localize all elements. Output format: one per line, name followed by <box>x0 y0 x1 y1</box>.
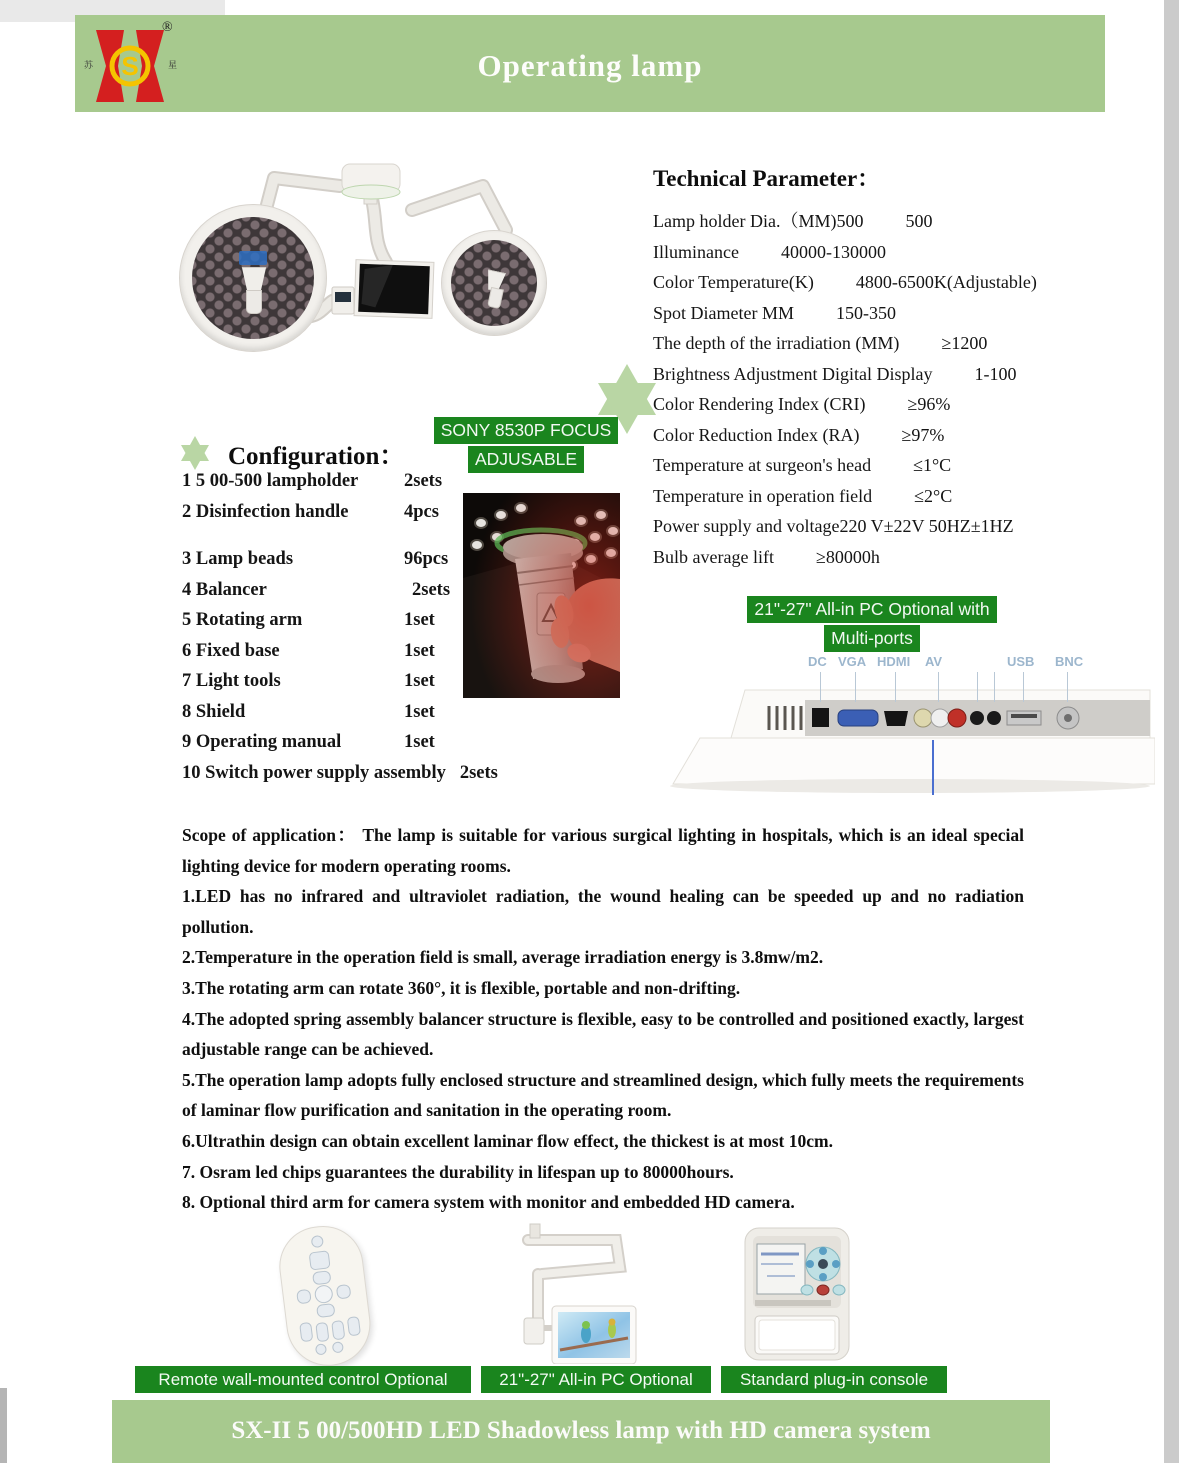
brand-logo <box>84 20 180 106</box>
caption-all-in-pc: 21"-27" All-in PC Optional <box>481 1366 711 1393</box>
port-label-usb: USB <box>1007 654 1035 669</box>
logo-cn-left: 苏 <box>84 60 94 70</box>
scope-paragraph: 6.Ultrathin design can obtain excellent laminar flow effect, the thickest is at most 10cm. <box>182 1130 833 1151</box>
remote-image <box>283 1226 367 1366</box>
model-bar-text: SX-II 5 00/500HD LED Shadowless lamp with HD camera system <box>231 1417 931 1444</box>
config-item: 3 Lamp beads 96pcs <box>182 549 449 569</box>
lamp-monitor <box>354 260 434 319</box>
registered-mark: ® <box>162 20 173 35</box>
all-in-pc-badge <box>727 596 1017 652</box>
config-item: 2 Disinfection handle 4pcs <box>182 501 439 522</box>
focus-photo <box>463 493 620 698</box>
av-jack <box>914 709 932 727</box>
port-label-vga: VGA <box>838 654 867 669</box>
config-item: 7 Light tools 1set <box>182 671 435 691</box>
tech-parameter-list <box>653 206 1123 572</box>
config-item: 9 Operating manual 1set <box>182 732 435 752</box>
scope-paragraph: 5.The operation lamp adopts fully enclosed structure and streamlined design, which fully meets the requirements of laminar flow purification and sanitation in the operating room. <box>182 1069 1024 1121</box>
config-item: 1 5 00-500 lampholder 2sets <box>182 471 443 491</box>
monitor-arm-image <box>490 1222 650 1364</box>
audio-jack <box>970 711 984 725</box>
logo-cn-right: 星 <box>168 60 178 70</box>
caption-remote: Remote wall-mounted control Optional <box>135 1366 471 1393</box>
hdmi-port <box>884 711 908 726</box>
tech-row: Spot Diameter MM 150-350 <box>653 302 896 323</box>
tech-row: Illuminance 40000-130000 <box>653 241 886 262</box>
scope-paragraph: Scope of application： The lamp is suitable for various surgical lighting in hospitals, which is an ideal special lighting device for modern operating rooms. <box>182 825 1024 876</box>
ports-figure <box>645 650 1155 800</box>
vga-port <box>838 710 878 726</box>
tech-row: Temperature in operation field ≤2°C <box>653 485 953 506</box>
page-right-edge <box>1164 0 1179 1463</box>
lamp-rim-sticker <box>239 251 267 265</box>
tech-row: The depth of the irradiation (MM) ≥1200 <box>653 333 988 353</box>
config-item: 10 Switch power supply assembly 2sets <box>182 762 498 783</box>
tech-row: Color Reduction Index (RA) ≥97% <box>653 424 945 445</box>
scope-paragraph: 4.The adopted spring assembly balancer structure is flexible, easy to be controlled and positioned exactly, largest adjustable range can be achieved. <box>182 1008 1024 1060</box>
port-label-hdmi: HDMI <box>877 654 911 669</box>
tech-row: Temperature at surgeon's head ≤1°C <box>653 455 952 475</box>
lamp-head-left <box>179 204 327 352</box>
configuration-heading: Configuration： <box>228 443 405 470</box>
tech-row: Bulb average lift ≥80000h <box>653 546 880 567</box>
av-jack <box>948 709 966 727</box>
av-jack <box>931 709 949 727</box>
port-label-dc: DC <box>808 654 827 669</box>
port-label-av: AV <box>925 654 943 669</box>
dc-port <box>812 708 829 727</box>
scope-of-application <box>182 820 1024 1218</box>
logo-letter: S <box>121 51 139 81</box>
config-item: 5 Rotating arm 1set <box>182 610 435 630</box>
tech-row: Power supply and voltage220 V±22V 50HZ±1HZ <box>653 516 1014 536</box>
tech-parameter-heading: Technical Parameter： <box>653 166 881 191</box>
tech-row: Color Rendering Index (CRI) ≥96% <box>653 394 951 414</box>
badge-line: ADJUSABLE <box>468 446 584 473</box>
tech-row: Lamp holder Dia.（MM)500 500 <box>653 211 933 231</box>
badge-line: SONY 8530P FOCUS <box>434 417 619 444</box>
lamp-product-image <box>150 150 660 440</box>
scope-paragraph: 2.Temperature in the operation field is small, average irradiation energy is 3.8mw/m2. <box>182 947 824 968</box>
scope-paragraph: 8. Optional third arm for camera system with monitor and embedded HD camera. <box>182 1192 795 1213</box>
audio-jack <box>987 711 1001 725</box>
config-item: 6 Fixed base 1set <box>182 640 435 661</box>
badge-line: 21"-27" All-in PC Optional with <box>747 596 996 623</box>
scope-paragraph: 7. Osram led chips guarantees the durability in lifespan up to 80000hours. <box>182 1161 734 1182</box>
page-title: Operating lamp <box>477 48 703 83</box>
port-label-bnc: BNC <box>1055 654 1084 669</box>
scope-paragraph: 1.LED has no infrared and ultraviolet radiation, the wound healing can be speeded up and no radiation pollution. <box>182 886 1024 937</box>
badge-line: Multi-ports <box>824 625 920 652</box>
caption-console: Standard plug-in console <box>721 1366 947 1393</box>
console-image <box>741 1224 853 1364</box>
tech-row: Brightness Adjustment Digital Display 1-100 <box>653 363 1017 384</box>
page-bottom-left-edge <box>0 1388 7 1463</box>
config-item: 8 Shield 1set <box>182 701 435 722</box>
lamp-head-right <box>441 230 547 336</box>
scope-paragraph: 3.The rotating arm can rotate 360°, it is flexible, portable and non-drifting. <box>182 977 741 998</box>
tech-row: Color Temperature(K) 4800-6500K(Adjustable) <box>653 272 1037 292</box>
config-item: 4 Balancer 2sets <box>182 579 451 600</box>
sony-focus-badge <box>426 417 626 473</box>
